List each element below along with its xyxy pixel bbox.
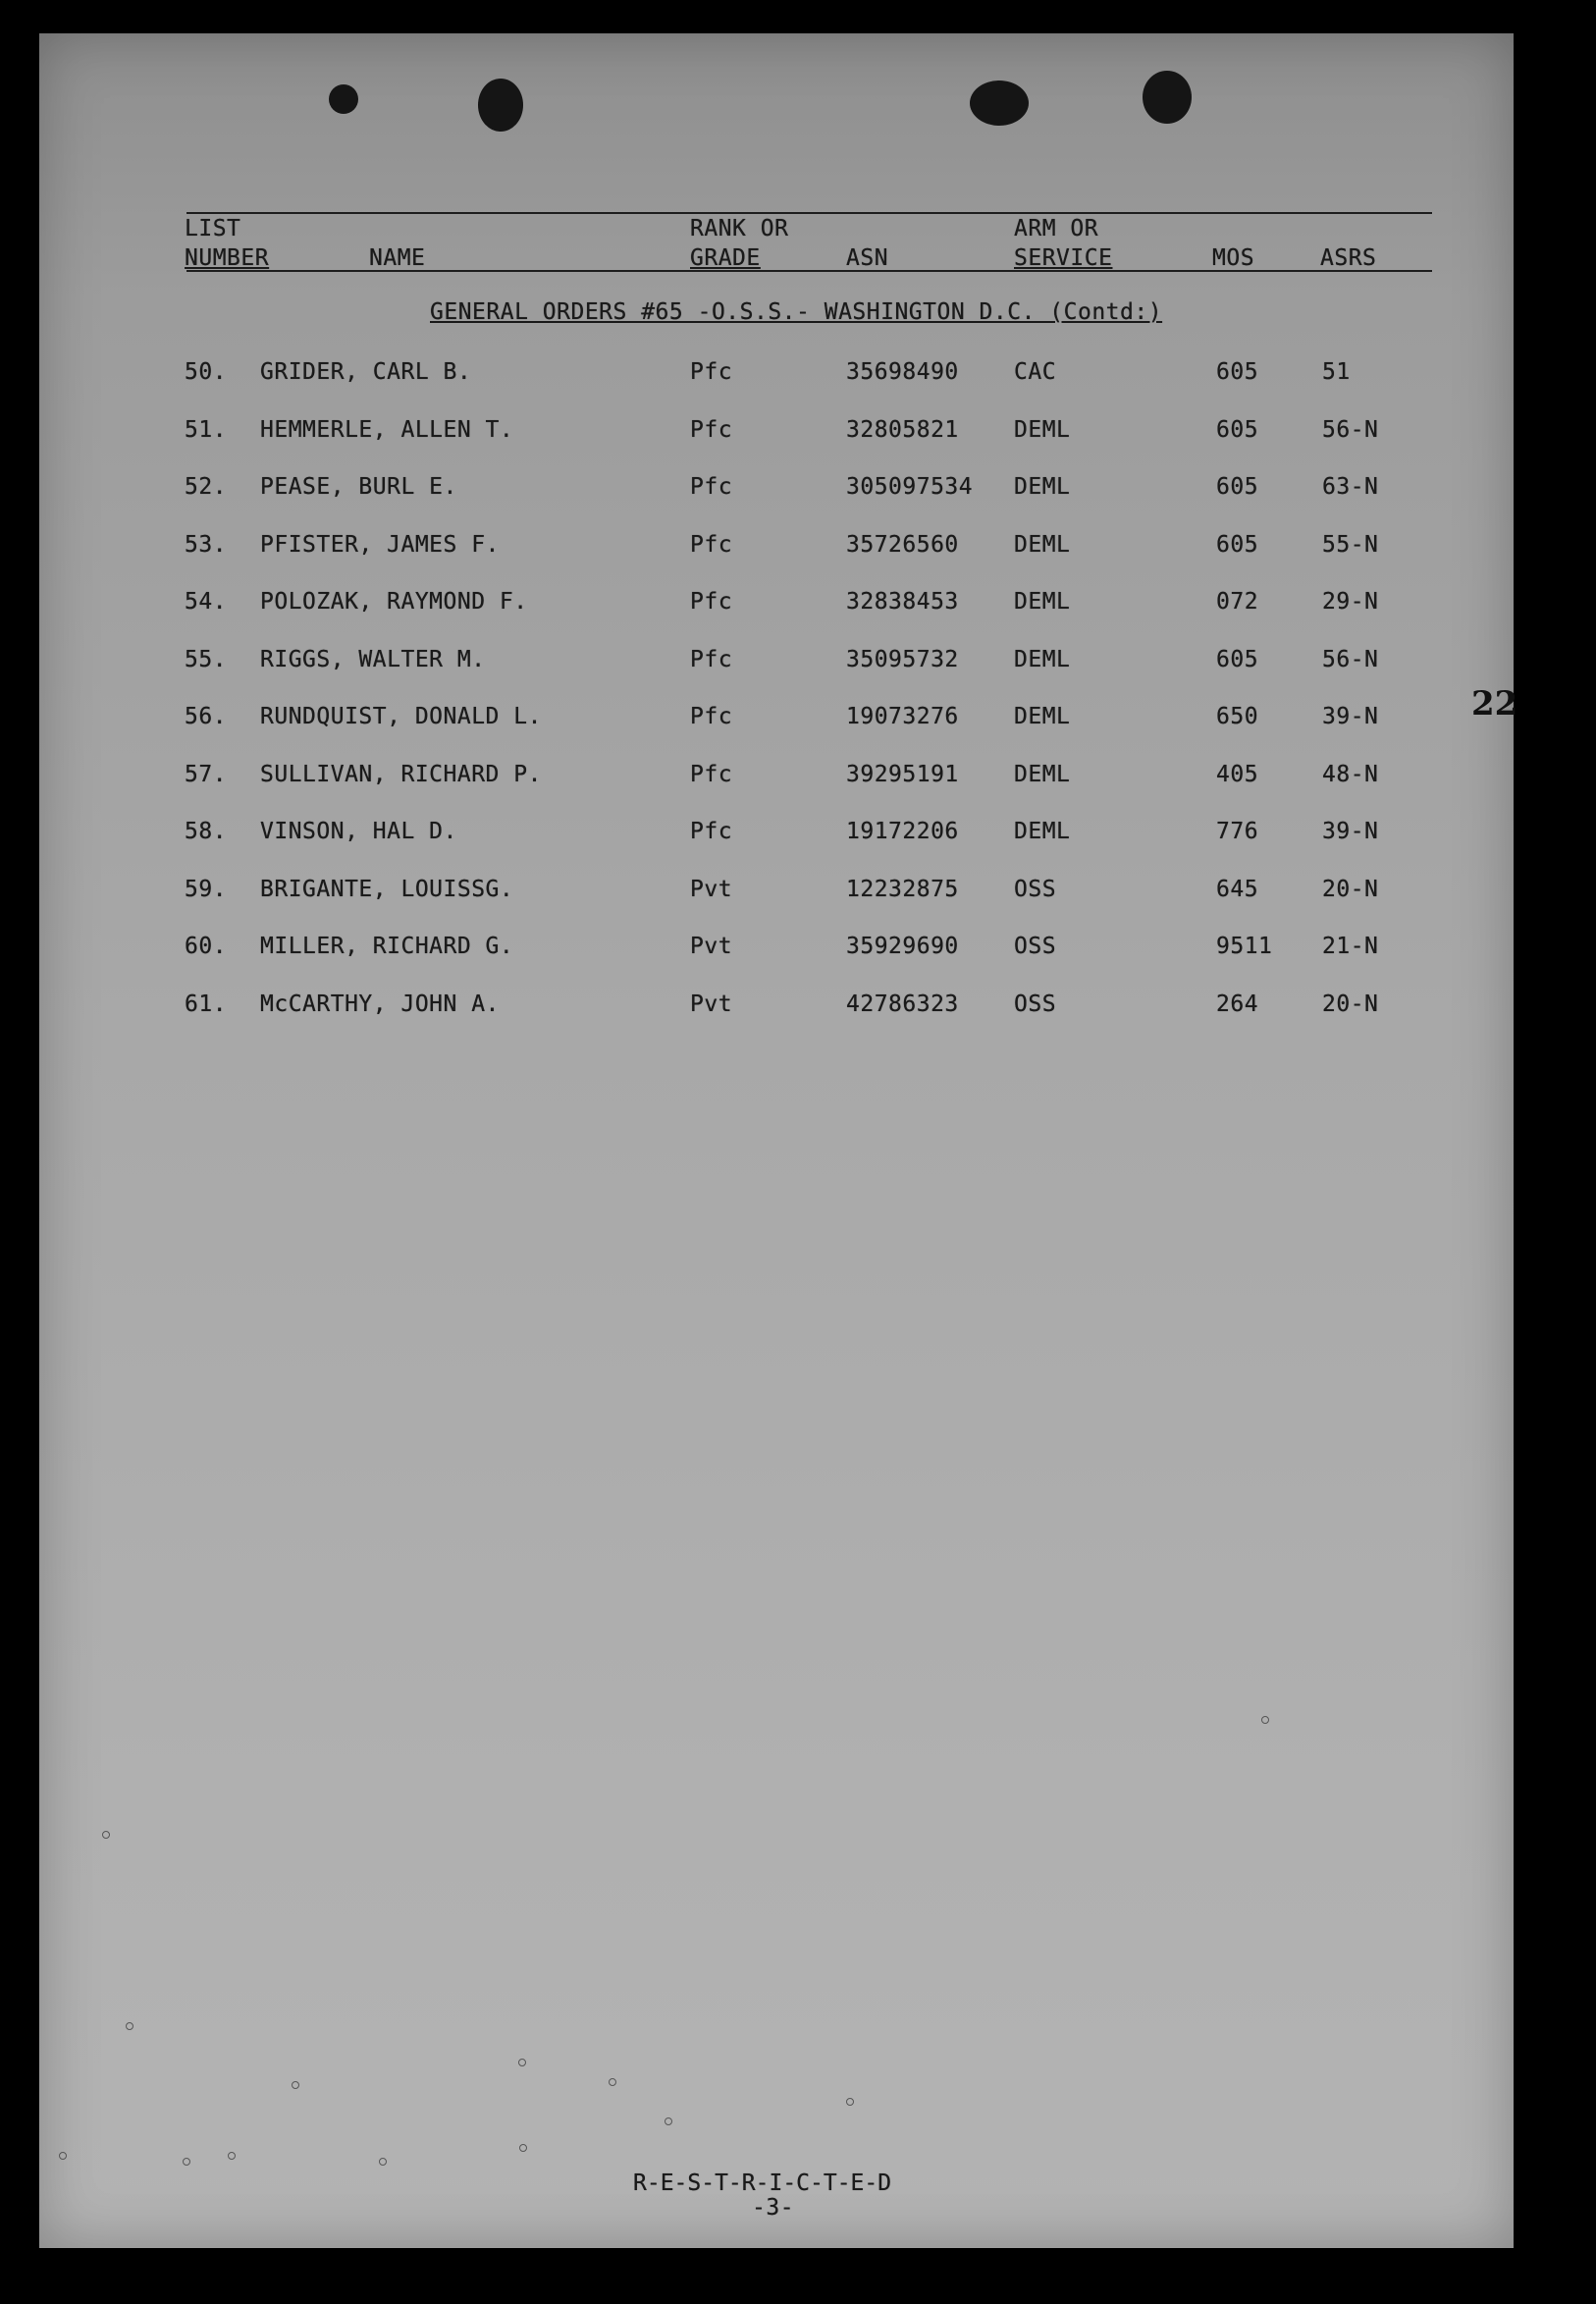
cell-list-number: 61. — [185, 991, 228, 1017]
cell-asn: 39295191 — [846, 761, 959, 787]
cell-list-number: 53. — [185, 531, 228, 558]
cell-rank: Pfc — [690, 416, 733, 443]
cell-arm-service: DEML — [1014, 704, 1071, 729]
cell-rank: Pfc — [690, 531, 733, 558]
section-title: GENERAL ORDERS #65 -O.S.S.- WASHINGTON D.C. (Contd:) — [430, 299, 1163, 325]
cell-mos: 605 — [1216, 359, 1259, 385]
speck — [126, 2022, 133, 2030]
cell-mos: 645 — [1216, 876, 1259, 902]
cell-asrs: 39-N — [1322, 704, 1379, 729]
table-row — [0, 589, 1596, 628]
table-row — [0, 532, 1596, 571]
cell-arm-service: CAC — [1014, 359, 1057, 385]
header-name: NAME — [369, 245, 426, 271]
cell-rank: Pfc — [690, 359, 733, 385]
table-row — [0, 647, 1596, 686]
cell-arm-service: DEML — [1014, 474, 1071, 500]
cell-asn: 35929690 — [846, 934, 959, 959]
cell-mos: 405 — [1216, 761, 1259, 787]
restricted-marking: R-E-S-T-R-I-C-T-E-D — [633, 2170, 892, 2196]
speck — [665, 2117, 672, 2125]
cell-asrs: 20-N — [1322, 991, 1379, 1017]
cell-asrs: 48-N — [1322, 761, 1379, 787]
cell-mos: 072 — [1216, 589, 1259, 615]
cell-list-number: 55. — [185, 646, 228, 672]
cell-asn: 32805821 — [846, 416, 959, 443]
header-list-number: LIST NUMBER — [185, 216, 270, 271]
cell-mos: 264 — [1216, 991, 1259, 1017]
cell-arm-service: DEML — [1014, 646, 1071, 672]
cell-rank: Pfc — [690, 646, 733, 672]
speck — [59, 2152, 67, 2160]
cell-arm-service: DEML — [1014, 819, 1071, 844]
speck — [518, 2059, 526, 2066]
cell-arm-service: OSS — [1014, 991, 1057, 1017]
cell-asn: 12232875 — [846, 876, 959, 902]
header-top-rule — [186, 212, 1432, 214]
cell-asn: 305097534 — [846, 474, 974, 500]
cell-name: PFISTER, JAMES F. — [260, 531, 500, 558]
table-row — [0, 991, 1596, 1031]
cell-rank: Pfc — [690, 704, 733, 729]
cell-arm-service: OSS — [1014, 934, 1057, 959]
cell-mos: 776 — [1216, 819, 1259, 844]
cell-asrs: 20-N — [1322, 876, 1379, 902]
table-row — [0, 417, 1596, 456]
cell-asn: 35095732 — [846, 646, 959, 672]
cell-mos: 605 — [1216, 416, 1259, 443]
table-row — [0, 819, 1596, 858]
cell-mos: 9511 — [1216, 934, 1273, 959]
speck — [519, 2144, 527, 2152]
speck — [609, 2078, 616, 2086]
cell-asn: 19073276 — [846, 704, 959, 729]
cell-name: RIGGS, WALTER M. — [260, 646, 486, 672]
speck — [228, 2152, 236, 2160]
cell-asrs: 63-N — [1322, 474, 1379, 500]
cell-arm-service: DEML — [1014, 531, 1071, 558]
cell-mos: 605 — [1216, 474, 1259, 500]
header-rank: RANK OR GRADE — [690, 216, 789, 271]
cell-rank: Pfc — [690, 819, 733, 844]
cell-name: RUNDQUIST, DONALD L. — [260, 704, 542, 729]
cell-list-number: 51. — [185, 416, 228, 443]
cell-asrs: 39-N — [1322, 819, 1379, 844]
speck — [183, 2158, 190, 2166]
cell-list-number: 58. — [185, 819, 228, 844]
cell-arm-service: DEML — [1014, 761, 1071, 787]
cell-name: MILLER, RICHARD G. — [260, 934, 514, 959]
cell-name: SULLIVAN, RICHARD P. — [260, 761, 542, 787]
cell-rank: Pfc — [690, 474, 733, 500]
cell-list-number: 56. — [185, 704, 228, 729]
cell-name: HEMMERLE, ALLEN T. — [260, 416, 514, 443]
cell-asrs: 51 — [1322, 359, 1351, 385]
punch-hole — [478, 79, 523, 132]
cell-asrs: 55-N — [1322, 531, 1379, 558]
cell-arm-service: DEML — [1014, 589, 1071, 615]
cell-asrs: 21-N — [1322, 934, 1379, 959]
table-row — [0, 934, 1596, 973]
cell-arm-service: DEML — [1014, 416, 1071, 443]
table-row — [0, 359, 1596, 399]
cell-mos: 605 — [1216, 531, 1259, 558]
page-number: -3- — [752, 2195, 795, 2221]
cell-list-number: 54. — [185, 589, 228, 615]
table-row — [0, 704, 1596, 743]
cell-asn: 42786323 — [846, 991, 959, 1017]
cell-name: GRIDER, CARL B. — [260, 359, 472, 385]
cell-name: POLOZAK, RAYMOND F. — [260, 589, 528, 615]
table-row — [0, 762, 1596, 801]
punch-hole — [970, 80, 1029, 126]
speck — [846, 2098, 854, 2106]
header-asrs: ASRS — [1320, 245, 1377, 271]
table-row — [0, 474, 1596, 513]
speck — [292, 2081, 299, 2089]
table-row — [0, 877, 1596, 916]
cell-list-number: 60. — [185, 934, 228, 959]
cell-asn: 32838453 — [846, 589, 959, 615]
speck — [102, 1831, 110, 1839]
cell-list-number: 57. — [185, 761, 228, 787]
cell-asrs: 56-N — [1322, 646, 1379, 672]
header-mos: MOS — [1212, 245, 1255, 271]
cell-list-number: 59. — [185, 876, 228, 902]
speck — [1261, 1716, 1269, 1724]
cell-asn: 19172206 — [846, 819, 959, 844]
cell-rank: Pvt — [690, 934, 733, 959]
punch-hole — [1143, 71, 1192, 124]
header-asn: ASN — [846, 245, 889, 271]
speck — [379, 2158, 387, 2166]
cell-name: McCARTHY, JOHN A. — [260, 991, 500, 1017]
cell-rank: Pvt — [690, 876, 733, 902]
cell-list-number: 52. — [185, 474, 228, 500]
cell-rank: Pfc — [690, 761, 733, 787]
cell-asrs: 56-N — [1322, 416, 1379, 443]
cell-asn: 35726560 — [846, 531, 959, 558]
cell-name: PEASE, BURL E. — [260, 474, 457, 500]
cell-rank: Pfc — [690, 589, 733, 615]
cell-arm-service: OSS — [1014, 876, 1057, 902]
cell-asrs: 29-N — [1322, 589, 1379, 615]
cell-rank: Pvt — [690, 991, 733, 1017]
margin-mark: 22 — [1471, 684, 1518, 723]
cell-list-number: 50. — [185, 359, 228, 385]
punch-hole — [329, 84, 358, 114]
cell-mos: 605 — [1216, 646, 1259, 672]
cell-mos: 650 — [1216, 704, 1259, 729]
cell-asn: 35698490 — [846, 359, 959, 385]
header-arm: ARM OR SERVICE — [1014, 216, 1113, 271]
cell-name: BRIGANTE, LOUISSG. — [260, 876, 514, 902]
cell-name: VINSON, HAL D. — [260, 819, 457, 844]
